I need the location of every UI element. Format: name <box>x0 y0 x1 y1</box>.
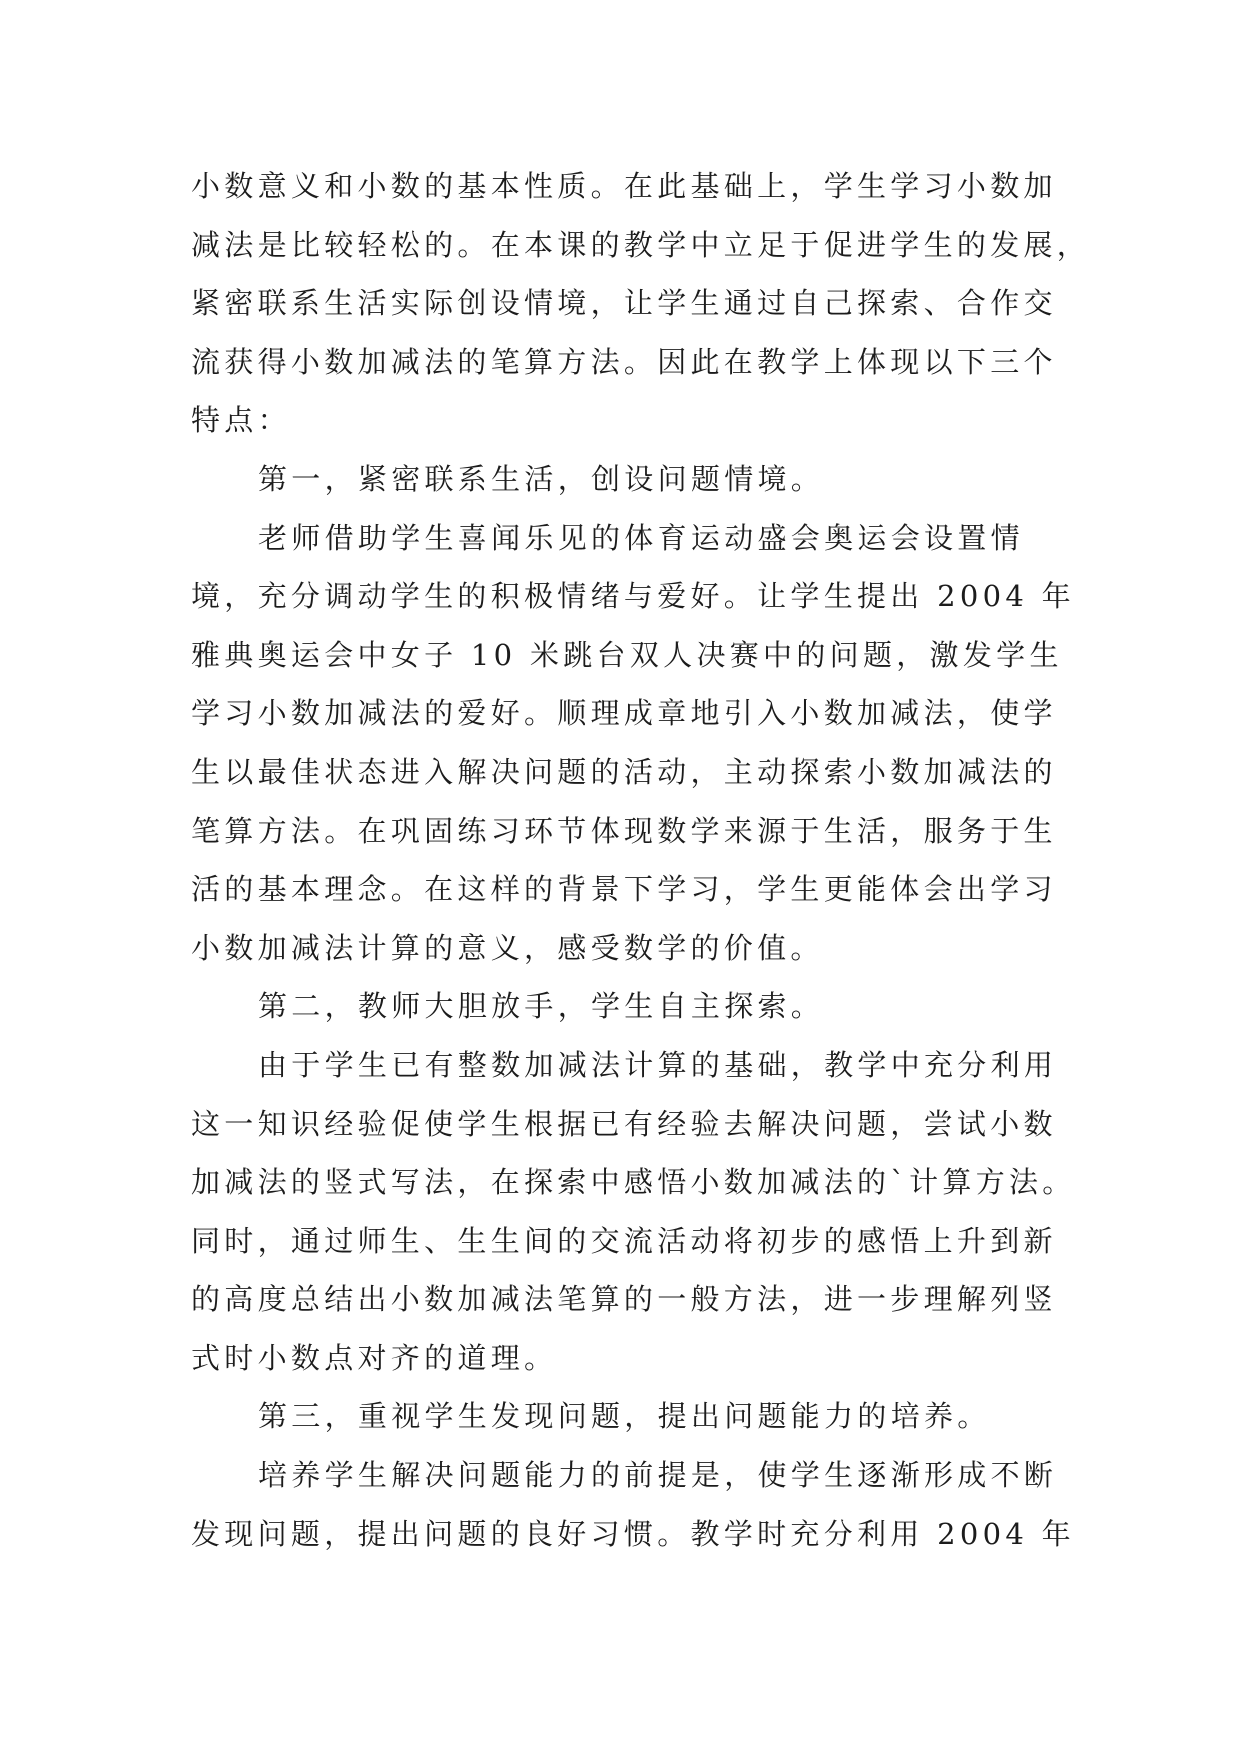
text-line: 的高度总结出小数加减法笔算的一般方法，进一步理解列竖 <box>191 1282 1057 1317</box>
text-line: 由于学生已有整数加减法计算的基础，教学中充分利用 <box>258 1047 1058 1082</box>
text-line: 老师借助学生喜闻乐见的体育运动盛会奥运会设置情 <box>258 520 1024 555</box>
section-heading-line: 第一，紧密联系生活，创设问题情境。 <box>258 461 825 496</box>
text-line: 特点： <box>191 403 291 438</box>
text-line: 培养学生解决问题能力的前提是，使学生逐渐形成不断 <box>258 1458 1058 1493</box>
text-line: 学习小数加减法的爱好。顺理成章地引入小数加减法，使学 <box>191 696 1057 731</box>
text-line: 小数加减法计算的意义，感受数学的价值。 <box>191 930 824 965</box>
text-line: 生以最佳状态进入解决问题的活动，主动探索小数加减法的 <box>191 754 1057 789</box>
text-line: 笔算方法。在巩固练习环节体现数学来源于生活，服务于生 <box>191 813 1057 848</box>
text-line: 减法是比较轻松的。在本课的教学中立足于促进学生的发展， <box>191 227 1091 262</box>
text-line: 小数意义和小数的基本性质。在此基础上，学生学习小数加 <box>191 169 1057 203</box>
text-line: 境，充分调动学生的积极情绪与爱好。让学生提出 2004 年 <box>191 579 1075 614</box>
text-line: 发现问题，提出问题的良好习惯。教学时充分利用 2004 年 <box>191 1516 1075 1551</box>
text-line: 流获得小数加减法的笔算方法。因此在教学上体现以下三个 <box>191 344 1057 379</box>
section-heading <box>191 1387 1241 1446</box>
paragraph <box>191 157 1241 450</box>
section-heading-line: 第二，教师大胆放手，学生自主探索。 <box>258 989 825 1024</box>
text-line: 加减法的竖式写法，在探索中感悟小数加减法的`计算方法。 <box>191 1165 1076 1200</box>
section-heading <box>191 450 1241 509</box>
paragraph <box>191 1446 1241 1563</box>
paragraph <box>191 1036 1241 1388</box>
paragraph <box>191 509 1241 978</box>
text-line: 式时小数点对齐的道理。 <box>191 1340 558 1375</box>
text-line: 紧密联系生活实际创设情境，让学生通过自己探索、合作交 <box>191 286 1057 321</box>
section-heading <box>191 977 1241 1036</box>
section-heading-line: 第三，重视学生发现问题，提出问题能力的培养。 <box>258 1399 991 1434</box>
text-line: 这一知识经验促使学生根据已有经验去解决问题，尝试小数 <box>191 1106 1057 1141</box>
text-line: 活的基本理念。在这样的背景下学习，学生更能体会出学习 <box>191 872 1057 907</box>
text-line: 同时，通过师生、生生间的交流活动将初步的感悟上升到新 <box>191 1223 1057 1258</box>
text-line: 雅典奥运会中女子 10 米跳台双人决赛中的问题，激发学生 <box>191 637 1063 672</box>
